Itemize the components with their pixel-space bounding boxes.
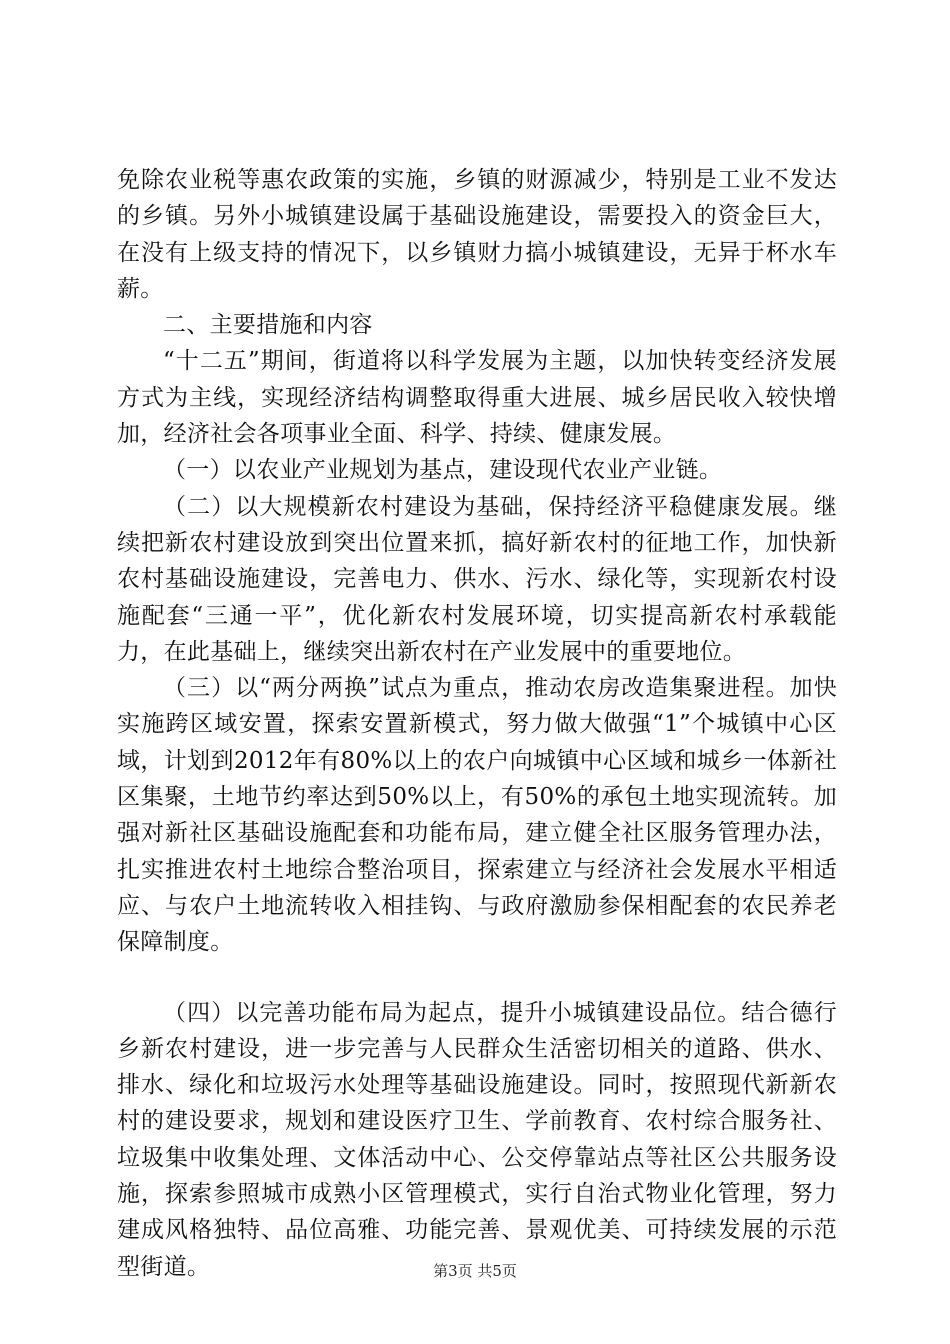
paragraph-item-3: （三）以“两分两换”试点为重点，推动农房改造集聚进程。加快实施跨区域安置，探索安置新模式，努力做大做强“1”个城镇中心区域，计划到2012年有80%以上的农户向城镇中心区域和城乡一体新社区集聚，土地节约率达到50%以上，有50%的承包土地实现流转。加强对新社区基础设施配套和功能布局，建立健全社区服务管理办法，扎实推进农村土地综合整治项目，探索建立与经济社会发展水平相适应、与农户土地流转收入相挂钩、与政府激励参保相配套的农民养老保障制度。 — [117, 675, 837, 956]
page-number-footer: 第3页 共5页 — [433, 1262, 517, 1280]
document-body — [117, 162, 837, 1285]
paragraph-item-2: （二）以大规模新农村建设为基础，保持经济平稳健康发展。继续把新农村建设放到突出位置来抓，搞好新农村的征地工作，加快新农村基础设施建设，完善电力、供水、污水、绿化等，实现新农村设施配套“三通一平”，优化新农村发展环境，切实提高新农村承载能力，在此基础上，继续突出新农村在产业发展中的重要地位。 — [117, 493, 837, 665]
paragraph-item-1: （一）以农业产业规划为基点，建设现代农业产业链。 — [163, 457, 723, 484]
paragraph-intro: “十二五”期间，街道将以科学发展为主题，以加快转变经济发展方式为主线，实现经济结构调整取得重大进展、城乡居民收入较快增加，经济社会各项事业全面、科学、持续、健康发展。 — [117, 348, 837, 448]
section-heading: 二、主要措施和内容 — [163, 312, 373, 339]
paragraph-continuation: 免除农业税等惠农政策的实施，乡镇的财源减少，特别是工业不发达的乡镇。另外小城镇建设属于基础设施建设，需要投入的资金巨大，在没有上级支持的情况下，以乡镇财力搞小城镇建设，无异于杯水车薪。 — [117, 167, 837, 302]
paragraph-item-4: （四）以完善功能布局为起点，提升小城镇建设品位。结合德行乡新农村建设，进一步完善与人民群众生活密切相关的道路、供水、排水、绿化和垃圾污水处理等基础设施建设。同时，按照现代新新农村的建设要求，规划和建设医疗卫生、学前教育、农村综合服务社、垃圾集中收集处理、文体活动中心、公交停靠站点等社区公共服务设施，探索参照城市成熟小区管理模式，实行自治式物业化管理，努力建成风格独特、品位高雅、功能完善、景观优美、可持续发展的示范型街道。 — [117, 999, 837, 1280]
